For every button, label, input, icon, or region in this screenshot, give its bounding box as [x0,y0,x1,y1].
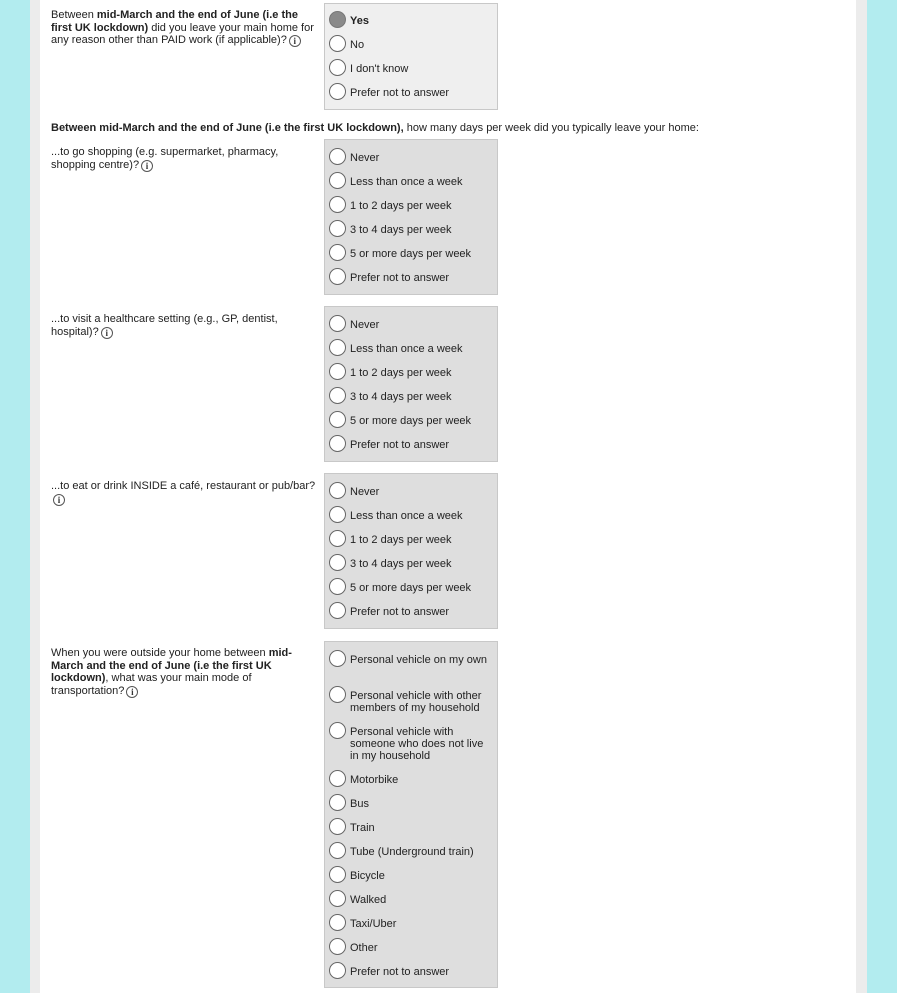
radio-label: 5 or more days per week [350,415,472,427]
radio-button[interactable] [329,794,346,811]
radio-button[interactable] [329,83,346,100]
radio-option-vehicle-non-household[interactable] [329,722,493,762]
intro-text: how many days per week did you typically leave your home: [403,122,699,134]
radio-button-selected[interactable] [329,11,346,28]
radio-option-train[interactable] [329,818,493,835]
radio-button[interactable] [329,196,346,213]
radio-label: Personal vehicle with other members of my household [350,690,482,714]
radio-button[interactable] [329,363,346,380]
radio-label: Taxi/Uber [350,918,397,930]
question-text: , what was your main mode of transportation? [51,672,252,697]
radio-button[interactable] [329,35,346,52]
radio-option-bicycle[interactable] [329,866,493,883]
question-transport-mode [51,647,319,698]
radio-option-prefer-not[interactable] [329,83,493,100]
survey-page [40,0,856,993]
radio-option-dont-know[interactable] [329,59,493,76]
question-text: ...to visit a healthcare setting (e.g., GP, dentist, hospital)? [51,313,278,338]
question-text: did you leave your main home for any reason other than PAID work (if applicable)? [51,21,314,46]
radio-label: Never [350,486,380,498]
question-leave-home-other-reason [51,9,319,47]
radio-button[interactable] [329,842,346,859]
radio-option-motorbike[interactable] [329,770,493,787]
radio-label: Prefer not to answer [350,439,450,451]
question-text-bold: mid-March and the end of June (i.e the first UK lockdown) [51,647,292,684]
radio-label: 1 to 2 days per week [350,534,452,546]
info-icon[interactable]: i [101,327,113,339]
radio-option-bus[interactable] [329,794,493,811]
options-group-q1 [324,3,498,110]
options-group-shopping [324,139,498,295]
radio-label: 3 to 4 days per week [350,224,452,236]
radio-label: Yes [350,15,369,27]
radio-option-prefer-not[interactable] [329,435,493,452]
radio-button[interactable] [329,220,346,237]
radio-option-5-plus-days[interactable] [329,411,493,428]
radio-button[interactable] [329,962,346,979]
radio-button[interactable] [329,914,346,931]
radio-label: Less than once a week [350,510,463,522]
radio-label: Never [350,152,380,164]
radio-option-vehicle-household[interactable] [329,686,493,714]
radio-button[interactable] [329,650,346,667]
radio-button[interactable] [329,506,346,523]
radio-label: 5 or more days per week [350,582,472,594]
radio-label: Bus [350,798,369,810]
radio-button[interactable] [329,686,346,703]
radio-button[interactable] [329,578,346,595]
radio-label: Less than once a week [350,176,463,188]
radio-option-vehicle-own[interactable] [329,650,493,667]
radio-button[interactable] [329,722,346,739]
question-healthcare [51,313,319,339]
radio-option-1-2-days[interactable] [329,196,493,213]
intro-bold: Between mid-March and the end of June (i.e the first UK lockdown), [51,122,404,134]
radio-option-prefer-not[interactable] [329,962,493,979]
question-text: ...to eat or drink INSIDE a café, restaurant or pub/bar? [51,480,316,492]
radio-label: Personal vehicle with someone who does not live in my household [350,726,484,762]
radio-label: 5 or more days per week [350,248,472,260]
radio-option-other[interactable] [329,938,493,955]
radio-option-prefer-not[interactable] [329,268,493,285]
radio-button[interactable] [329,530,346,547]
question-text-bold: mid-March and the end of June (i.e the first UK lockdown) [51,9,298,34]
radio-button[interactable] [329,59,346,76]
question-eat-drink-inside [51,480,319,506]
radio-label: Personal vehicle on my own [350,654,487,666]
radio-button[interactable] [329,387,346,404]
options-group-transport [324,641,498,988]
radio-option-never[interactable] [329,148,493,165]
radio-option-1-2-days[interactable] [329,363,493,380]
radio-label: Train [350,822,375,834]
options-group-eat-drink [324,473,498,629]
radio-button[interactable] [329,315,346,332]
radio-label: I don't know [350,63,409,75]
radio-option-5-plus-days[interactable] [329,244,493,261]
radio-option-never[interactable] [329,315,493,332]
radio-label: Less than once a week [350,343,463,355]
info-icon[interactable]: i [53,494,65,506]
options-group-healthcare [324,306,498,462]
radio-button[interactable] [329,938,346,955]
radio-label: Prefer not to answer [350,606,450,618]
radio-label: Prefer not to answer [350,272,450,284]
radio-button[interactable] [329,435,346,452]
radio-option-yes[interactable] [329,11,493,28]
radio-option-tube[interactable] [329,842,493,859]
radio-button[interactable] [329,554,346,571]
radio-label: 1 to 2 days per week [350,367,452,379]
radio-option-never[interactable] [329,482,493,499]
radio-button[interactable] [329,482,346,499]
radio-button[interactable] [329,172,346,189]
radio-option-3-4-days[interactable] [329,554,493,571]
radio-button[interactable] [329,339,346,356]
radio-option-5-plus-days[interactable] [329,578,493,595]
info-icon[interactable]: i [289,35,301,47]
radio-label: 1 to 2 days per week [350,200,452,212]
radio-label: Other [350,942,378,954]
radio-option-1-2-days[interactable] [329,530,493,547]
radio-option-3-4-days[interactable] [329,387,493,404]
radio-label: Walked [350,894,387,906]
radio-button[interactable] [329,148,346,165]
radio-option-taxi[interactable] [329,914,493,931]
radio-label: No [350,39,365,51]
radio-label: 3 to 4 days per week [350,391,452,403]
radio-option-no[interactable] [329,35,493,52]
radio-button[interactable] [329,411,346,428]
radio-option-prefer-not[interactable] [329,602,493,619]
question-text: When you were outside your home between [51,647,269,659]
radio-label: Never [350,319,380,331]
radio-button[interactable] [329,770,346,787]
radio-option-less-than-weekly[interactable] [329,172,493,189]
radio-label: Bicycle [350,870,385,882]
radio-option-walked[interactable] [329,890,493,907]
radio-label: Motorbike [350,774,399,786]
question-text: Between [51,9,97,21]
question-text: ...to go shopping (e.g. supermarket, pharmacy, shopping centre)? [51,146,279,171]
radio-button[interactable] [329,818,346,835]
radio-button[interactable] [329,866,346,883]
radio-label: 3 to 4 days per week [350,558,452,570]
radio-button[interactable] [329,890,346,907]
info-icon[interactable]: i [141,160,153,172]
radio-label: Prefer not to answer [350,87,450,99]
radio-option-3-4-days[interactable] [329,220,493,237]
radio-option-less-than-weekly[interactable] [329,506,493,523]
radio-button[interactable] [329,244,346,261]
radio-option-less-than-weekly[interactable] [329,339,493,356]
radio-label: Prefer not to answer [350,966,450,978]
section-intro [51,122,841,135]
radio-label: Tube (Underground train) [350,846,474,858]
question-shopping [51,146,319,172]
radio-button[interactable] [329,602,346,619]
info-icon[interactable]: i [126,686,138,698]
radio-button[interactable] [329,268,346,285]
